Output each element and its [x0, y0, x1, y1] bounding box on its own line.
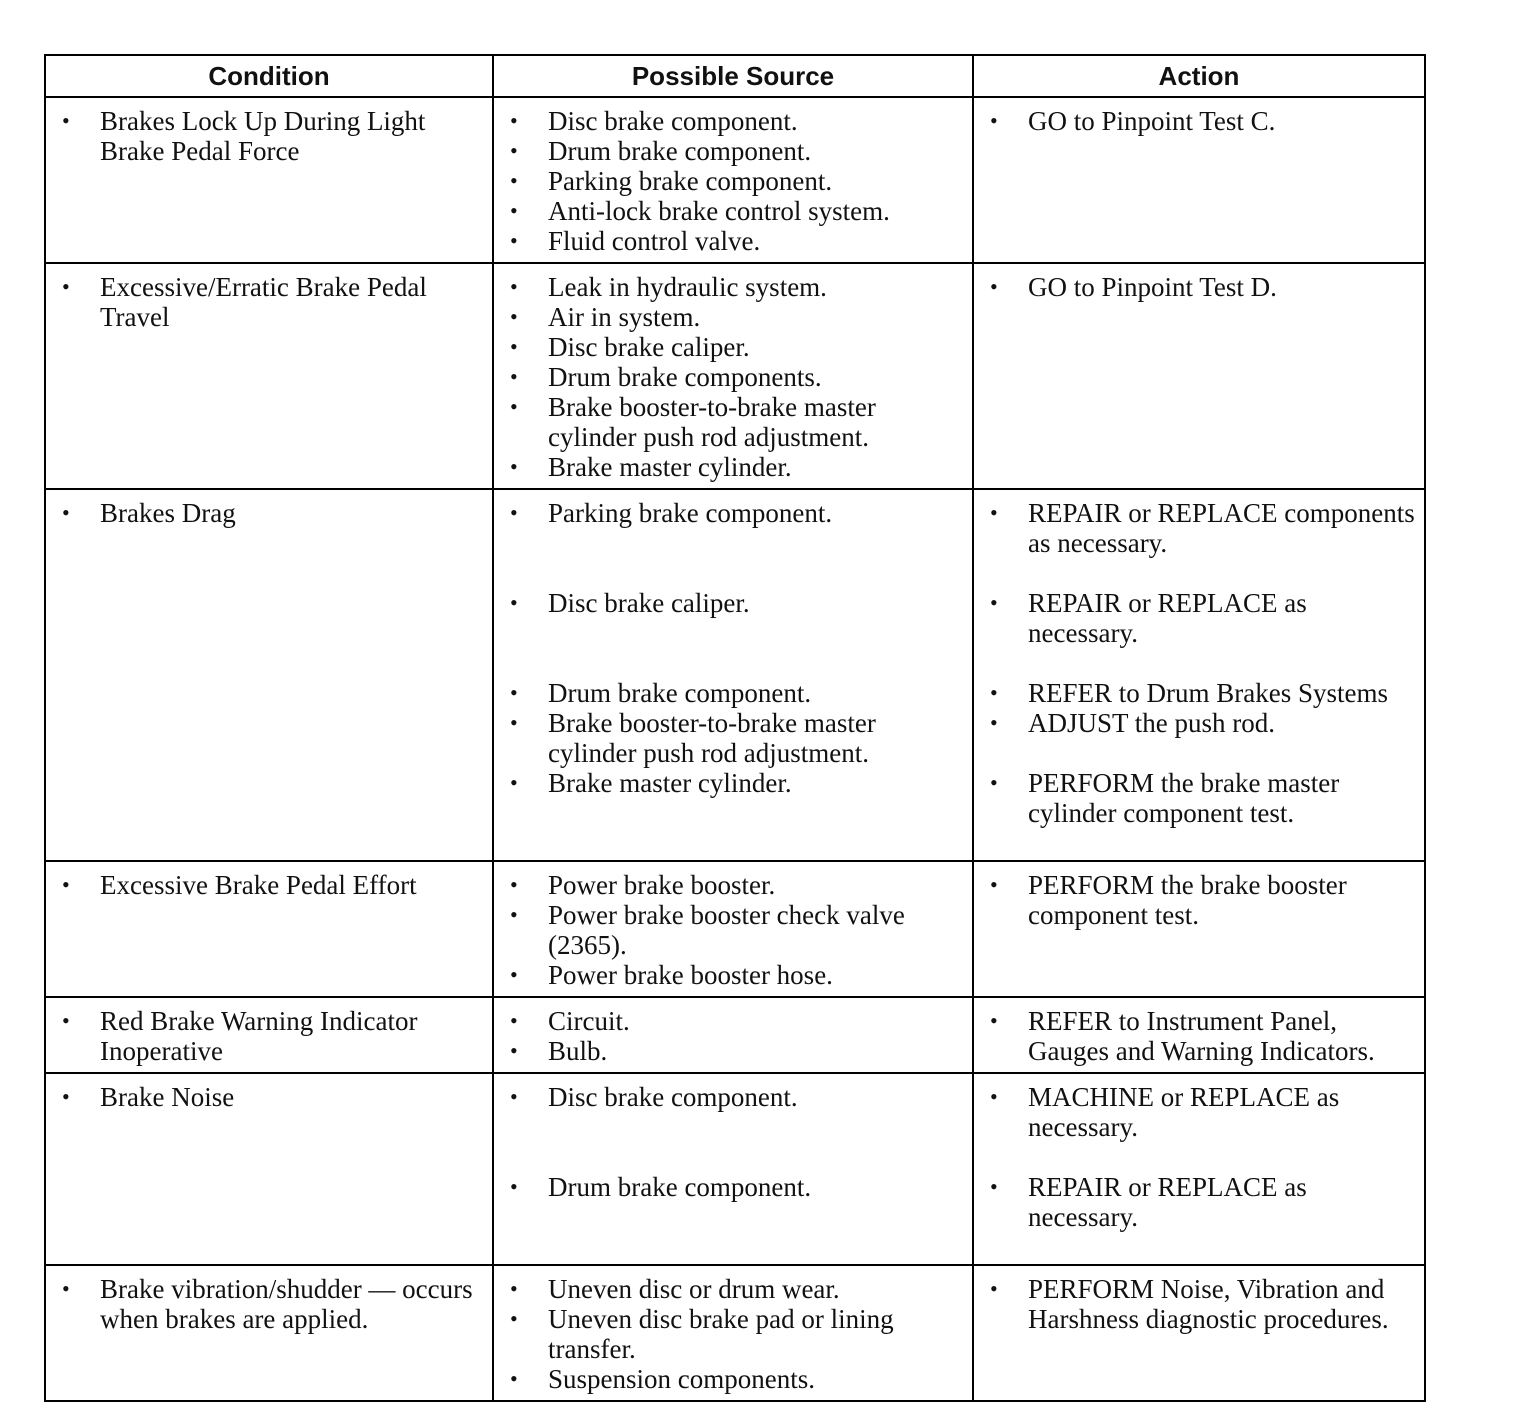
- source-item: • Bulb.: [502, 1036, 966, 1066]
- table-row: [45, 489, 1425, 861]
- source-item: • Disc brake component.: [502, 106, 966, 136]
- source-item: • Anti-lock brake control system.: [502, 196, 966, 226]
- condition-item: • Excessive Brake Pedal Effort: [54, 870, 486, 900]
- action-item: • GO to Pinpoint Test C.: [982, 106, 1418, 136]
- source-item: • Disc brake caliper.: [502, 332, 966, 362]
- condition-cell: [45, 997, 493, 1073]
- source-item: • Suspension components.: [502, 1364, 966, 1394]
- source-cell: [493, 97, 973, 263]
- header-possible-source: Possible Source: [493, 55, 973, 97]
- action-item: • REFER to Instrument Panel, Gauges and Warning Indicators.: [982, 1006, 1418, 1066]
- header-row: [45, 55, 1425, 97]
- condition-cell: [45, 263, 493, 489]
- action-item: • REPAIR or REPLACE components as necessary.: [982, 498, 1418, 558]
- action-cell: [973, 97, 1425, 263]
- source-item: • Drum brake component.: [502, 678, 966, 708]
- source-item: • Leak in hydraulic system.: [502, 272, 966, 302]
- action-cell: [973, 263, 1425, 489]
- condition-item: • Excessive/Erratic Brake Pedal Travel: [54, 272, 486, 332]
- source-item: • Parking brake component.: [502, 166, 966, 196]
- action-item: • ADJUST the push rod.: [982, 708, 1418, 738]
- condition-item: • Brake Noise: [54, 1082, 486, 1112]
- source-item: • Brake booster-to-brake master cylinder push rod adjustment.: [502, 708, 966, 768]
- source-item: • Brake master cylinder.: [502, 768, 966, 798]
- diagnosis-table-page: [44, 54, 1424, 1402]
- table-row: [45, 861, 1425, 997]
- table-row: [45, 1073, 1425, 1265]
- source-item: • Drum brake component.: [502, 136, 966, 166]
- action-item: • MACHINE or REPLACE as necessary.: [982, 1082, 1418, 1142]
- source-item: • Fluid control valve.: [502, 226, 966, 256]
- source-item: • Disc brake component.: [502, 1082, 966, 1112]
- source-cell: [493, 1265, 973, 1401]
- source-cell: [493, 997, 973, 1073]
- action-item: • REPAIR or REPLACE as necessary.: [982, 1172, 1418, 1232]
- source-item: • Air in system.: [502, 302, 966, 332]
- source-cell: [493, 489, 973, 861]
- action-item: • REFER to Drum Brakes Systems: [982, 678, 1418, 708]
- condition-item: • Brake vibration/shudder — occurs when brakes are applied.: [54, 1274, 486, 1334]
- source-item: • Uneven disc brake pad or lining transfer.: [502, 1304, 966, 1364]
- condition-cell: [45, 861, 493, 997]
- source-item: • Power brake booster check valve (2365).: [502, 900, 966, 960]
- header-action: Action: [973, 55, 1425, 97]
- source-item: • Power brake booster.: [502, 870, 966, 900]
- action-item: • PERFORM the brake booster component test.: [982, 870, 1418, 930]
- brake-diagnosis-table: [44, 54, 1426, 1402]
- source-item: • Drum brake component.: [502, 1172, 966, 1202]
- condition-item: • Brakes Lock Up During Light Brake Pedal Force: [54, 106, 486, 166]
- source-cell: [493, 861, 973, 997]
- source-item: • Power brake booster hose.: [502, 960, 966, 990]
- action-cell: [973, 1073, 1425, 1265]
- source-item: • Circuit.: [502, 1006, 966, 1036]
- action-item: • PERFORM Noise, Vibration and Harshness diagnostic procedures.: [982, 1274, 1418, 1334]
- action-item: • REPAIR or REPLACE as necessary.: [982, 588, 1418, 648]
- source-item: • Disc brake caliper.: [502, 588, 966, 618]
- action-cell: [973, 861, 1425, 997]
- action-cell: [973, 1265, 1425, 1401]
- source-cell: [493, 1073, 973, 1265]
- condition-cell: [45, 1073, 493, 1265]
- source-cell: [493, 263, 973, 489]
- action-cell: [973, 489, 1425, 861]
- header-condition: Condition: [45, 55, 493, 97]
- table-row: [45, 97, 1425, 263]
- source-item: • Brake booster-to-brake master cylinder push rod adjustment.: [502, 392, 966, 452]
- source-item: • Uneven disc or drum wear.: [502, 1274, 966, 1304]
- action-item: • GO to Pinpoint Test D.: [982, 272, 1418, 302]
- table-row: [45, 1265, 1425, 1401]
- table-row: [45, 263, 1425, 489]
- condition-cell: [45, 1265, 493, 1401]
- source-item: • Brake master cylinder.: [502, 452, 966, 482]
- condition-item: • Brakes Drag: [54, 498, 486, 528]
- source-item: • Parking brake component.: [502, 498, 966, 528]
- action-item: • PERFORM the brake master cylinder component test.: [982, 768, 1418, 828]
- condition-cell: [45, 489, 493, 861]
- table-row: [45, 997, 1425, 1073]
- action-cell: [973, 997, 1425, 1073]
- source-item: • Drum brake components.: [502, 362, 966, 392]
- condition-item: • Red Brake Warning Indicator Inoperative: [54, 1006, 486, 1066]
- condition-cell: [45, 97, 493, 263]
